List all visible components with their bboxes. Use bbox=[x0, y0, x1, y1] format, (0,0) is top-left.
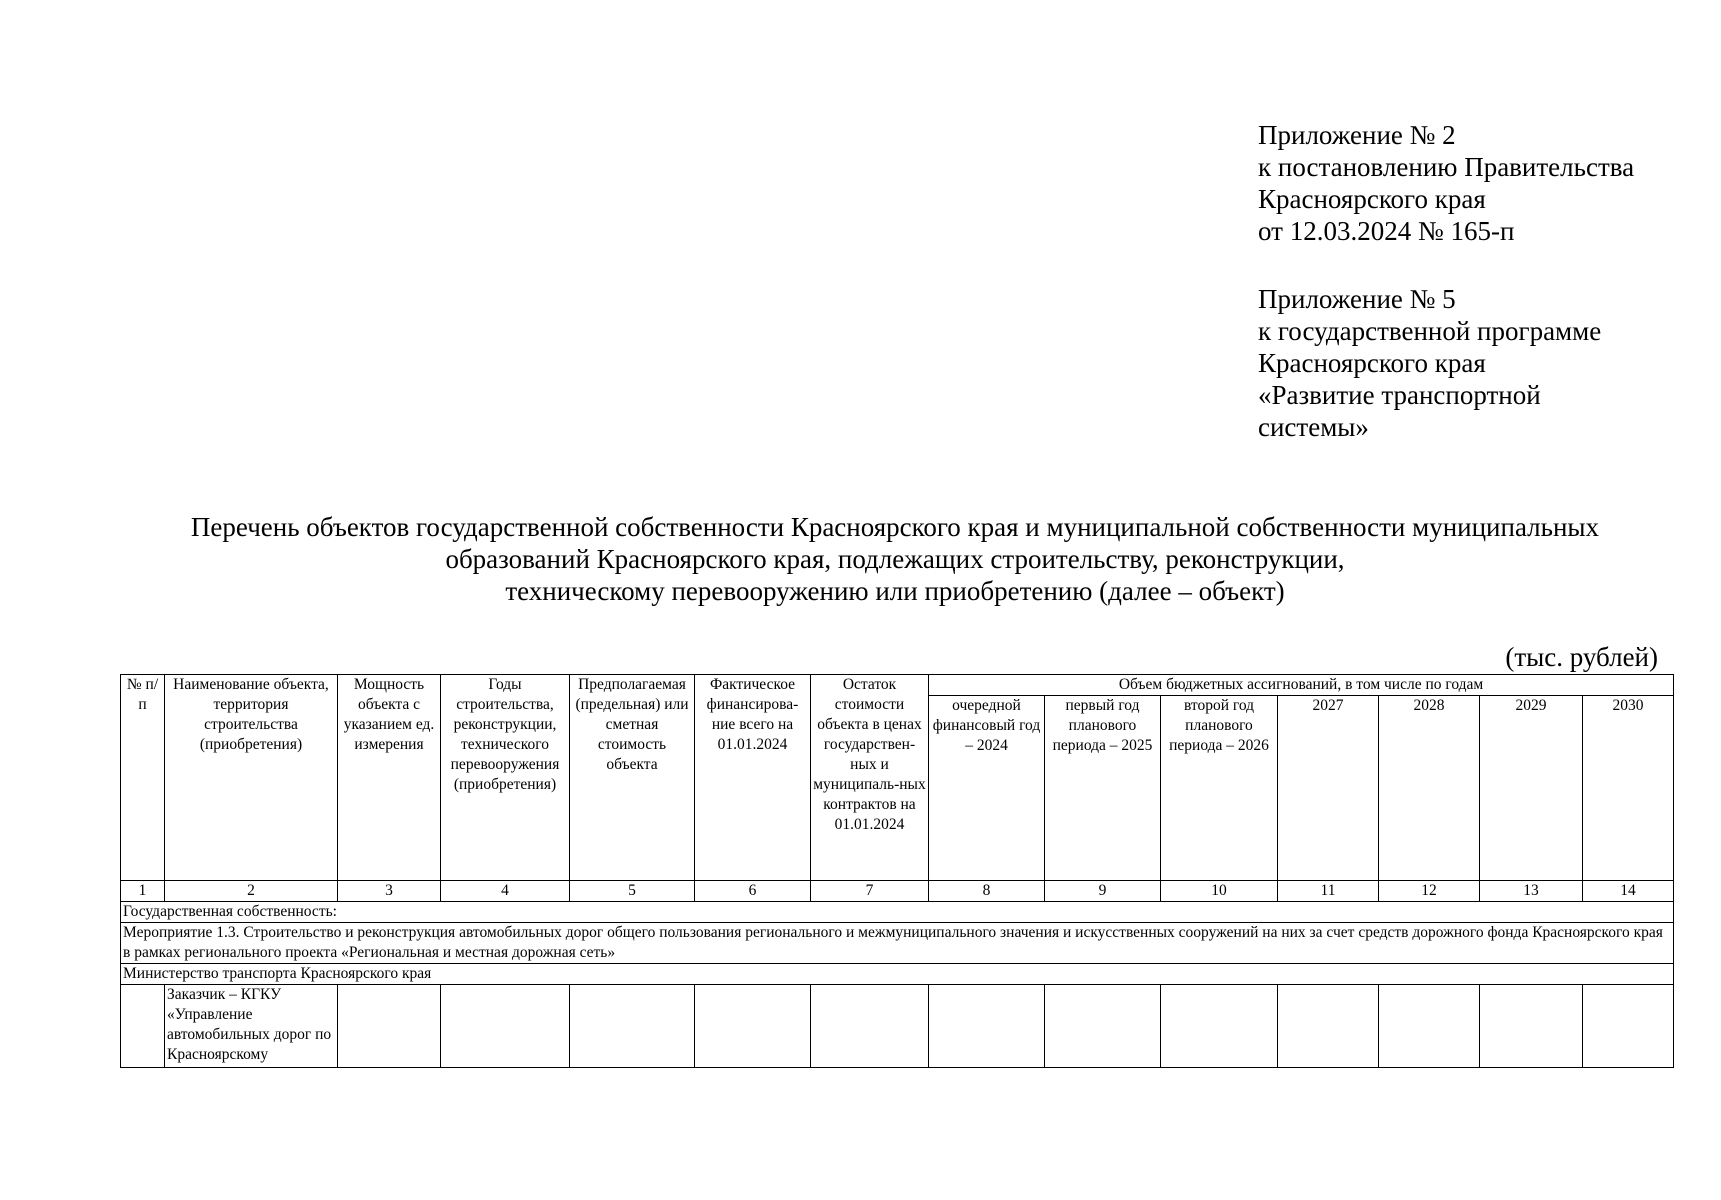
header-budget-allocations: Объем бюджетных ассигнований, в том числе по годам bbox=[929, 675, 1674, 696]
column-number: 13 bbox=[1480, 881, 1583, 902]
table-cell bbox=[570, 985, 695, 1068]
table-cell bbox=[1379, 985, 1480, 1068]
header-object-name: Наименование объекта, территория строительства (приобретения) bbox=[165, 675, 338, 881]
header-year-2027: 2027 bbox=[1278, 696, 1379, 881]
appendix-5-line: «Развитие транспортной bbox=[1258, 380, 1541, 410]
header-year-2028: 2028 bbox=[1379, 696, 1480, 881]
header-actual-financing: Фактическое финансирова-ние всего на 01.01.2024 bbox=[695, 675, 811, 881]
section-ministry: Министерство транспорта Красноярского края bbox=[121, 964, 1674, 985]
header-year-2025: первый год планового периода – 2025 bbox=[1045, 696, 1161, 881]
header-capacity: Мощность объекта с указанием ед. измерения bbox=[338, 675, 441, 881]
header-remaining-cost: Остаток стоимости объекта в ценах государствен-ных и муниципаль-ных контрактов на 01.01.2024 bbox=[811, 675, 929, 881]
column-number: 14 bbox=[1583, 881, 1674, 902]
table-cell bbox=[1161, 985, 1278, 1068]
appendix-2-line: Приложение № 2 bbox=[1258, 120, 1456, 150]
table-cell bbox=[121, 985, 165, 1068]
section-measure: Мероприятие 1.3. Строительство и реконструкция автомобильных дорог общего пользования регионального и межмуниципального значения и искусственных сооружений на них за счет средств дорожного фонда Красноярского края в рамках регионального проекта «Региональная и местная дорожная сеть» bbox=[121, 923, 1674, 964]
units-label: (тыс. рублей) bbox=[1505, 642, 1658, 672]
table-cell bbox=[929, 985, 1045, 1068]
appendix-2-line: Красноярского края bbox=[1258, 184, 1486, 214]
table-cell bbox=[1480, 985, 1583, 1068]
column-number: 4 bbox=[441, 881, 570, 902]
column-number: 12 bbox=[1379, 881, 1480, 902]
column-number: 11 bbox=[1278, 881, 1379, 902]
table-cell bbox=[338, 985, 441, 1068]
column-number: 3 bbox=[338, 881, 441, 902]
column-number: 7 bbox=[811, 881, 929, 902]
table-cell bbox=[695, 985, 811, 1068]
header-year-2024: очередной финансовый год – 2024 bbox=[929, 696, 1045, 881]
document-title-line: Перечень объектов государственной собственности Красноярского края и муниципальной собственности муниципальных bbox=[190, 512, 1600, 542]
objects-table bbox=[120, 674, 1674, 1068]
object-customer: Заказчик – КГКУ «Управление автомобильных дорог по Красноярскому bbox=[165, 985, 338, 1068]
header-number: № п/п bbox=[121, 675, 165, 881]
table-cell bbox=[1045, 985, 1161, 1068]
column-number: 5 bbox=[570, 881, 695, 902]
appendix-5-block bbox=[1258, 283, 1601, 443]
appendix-2-block bbox=[1258, 119, 1634, 247]
column-number: 9 bbox=[1045, 881, 1161, 902]
column-number: 6 bbox=[695, 881, 811, 902]
table-cell bbox=[1278, 985, 1379, 1068]
table-cell bbox=[811, 985, 929, 1068]
appendix-2-line: к постановлению Правительства bbox=[1258, 152, 1635, 182]
document-title-line: техническому перевооружению или приобретению (далее – объект) bbox=[505, 576, 1285, 606]
table-cell bbox=[441, 985, 570, 1068]
appendix-5-line: Приложение № 5 bbox=[1258, 284, 1456, 314]
header-year-2030: 2030 bbox=[1583, 696, 1674, 881]
document-title-line: образований Красноярского края, подлежащих строительству, реконструкции, bbox=[445, 544, 1345, 574]
appendix-2-line: от 12.03.2024 № 165-п bbox=[1258, 216, 1515, 246]
appendix-5-line: системы» bbox=[1258, 412, 1369, 442]
header-estimated-cost: Предполагаемая (предельная) или сметная стоимость объекта bbox=[570, 675, 695, 881]
section-state-property: Государственная собственность: bbox=[121, 902, 1674, 923]
column-number: 2 bbox=[165, 881, 338, 902]
appendix-5-line: Красноярского края bbox=[1258, 348, 1486, 378]
column-number: 10 bbox=[1161, 881, 1278, 902]
column-number: 8 bbox=[929, 881, 1045, 902]
table-cell bbox=[1583, 985, 1674, 1068]
document-title bbox=[120, 511, 1670, 607]
appendix-5-line: к государственной программе bbox=[1258, 316, 1602, 346]
header-year-2029: 2029 bbox=[1480, 696, 1583, 881]
header-year-2026: второй год планового периода – 2026 bbox=[1161, 696, 1278, 881]
column-number: 1 bbox=[121, 881, 165, 902]
header-years: Годы строительства, реконструкции, технического перевооружения (приобретения) bbox=[441, 675, 570, 881]
